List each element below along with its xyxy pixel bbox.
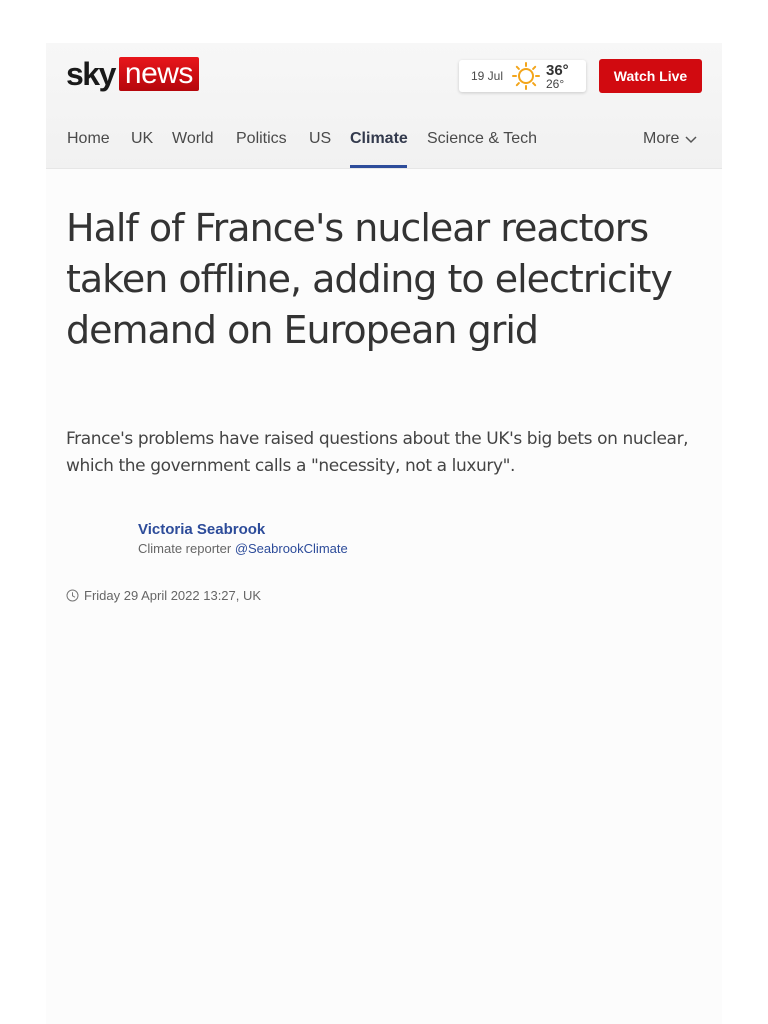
nav-item-us[interactable]: US (309, 130, 332, 147)
article-timestamp (66, 588, 261, 603)
author-name-link[interactable]: Victoria Seabrook (138, 521, 266, 538)
nav-item-home[interactable]: Home (67, 130, 110, 147)
article-headline: Half of France's nuclear reactors taken offline, adding to electricity demand on European grid (66, 206, 672, 352)
weather-widget[interactable] (459, 60, 586, 92)
author-role-line (138, 540, 348, 558)
clock-icon (66, 589, 79, 602)
weather-date: 19 Jul (471, 69, 504, 83)
nav-item-world[interactable]: World (172, 130, 214, 147)
site-header (46, 43, 722, 169)
author-byline (138, 520, 348, 558)
main-nav (46, 127, 722, 168)
timestamp-text: Friday 29 April 2022 13:27, UK (84, 588, 262, 603)
active-tab-indicator (350, 165, 407, 168)
logo-news-badge: news (119, 57, 199, 91)
weather-temps (546, 63, 569, 90)
nav-item-uk[interactable]: UK (131, 130, 154, 147)
nav-item-politics[interactable]: Politics (236, 130, 287, 147)
author-role: Climate reporter (138, 541, 235, 556)
author-twitter-link[interactable]: @SeabrookClimate (234, 541, 348, 556)
temp-high: 36° (546, 61, 569, 79)
nav-item-science-tech[interactable]: Science & Tech (427, 130, 537, 147)
logo-sky-text: sky (66, 56, 115, 92)
chevron-down-icon (684, 134, 698, 144)
sun-icon (511, 61, 541, 91)
nav-more-label: More (643, 130, 680, 147)
sky-news-logo[interactable] (66, 56, 199, 92)
article-page (46, 43, 722, 1024)
nav-item-climate[interactable]: Climate (350, 130, 408, 147)
nav-more-button[interactable] (643, 130, 698, 148)
article-standfirst: France's problems have raised questions about the UK's big bets on nuclear, which the government calls a "necessity, not a luxury". (66, 429, 689, 476)
watch-live-button[interactable]: Watch Live (599, 59, 702, 93)
temp-low: 26° (546, 76, 565, 91)
